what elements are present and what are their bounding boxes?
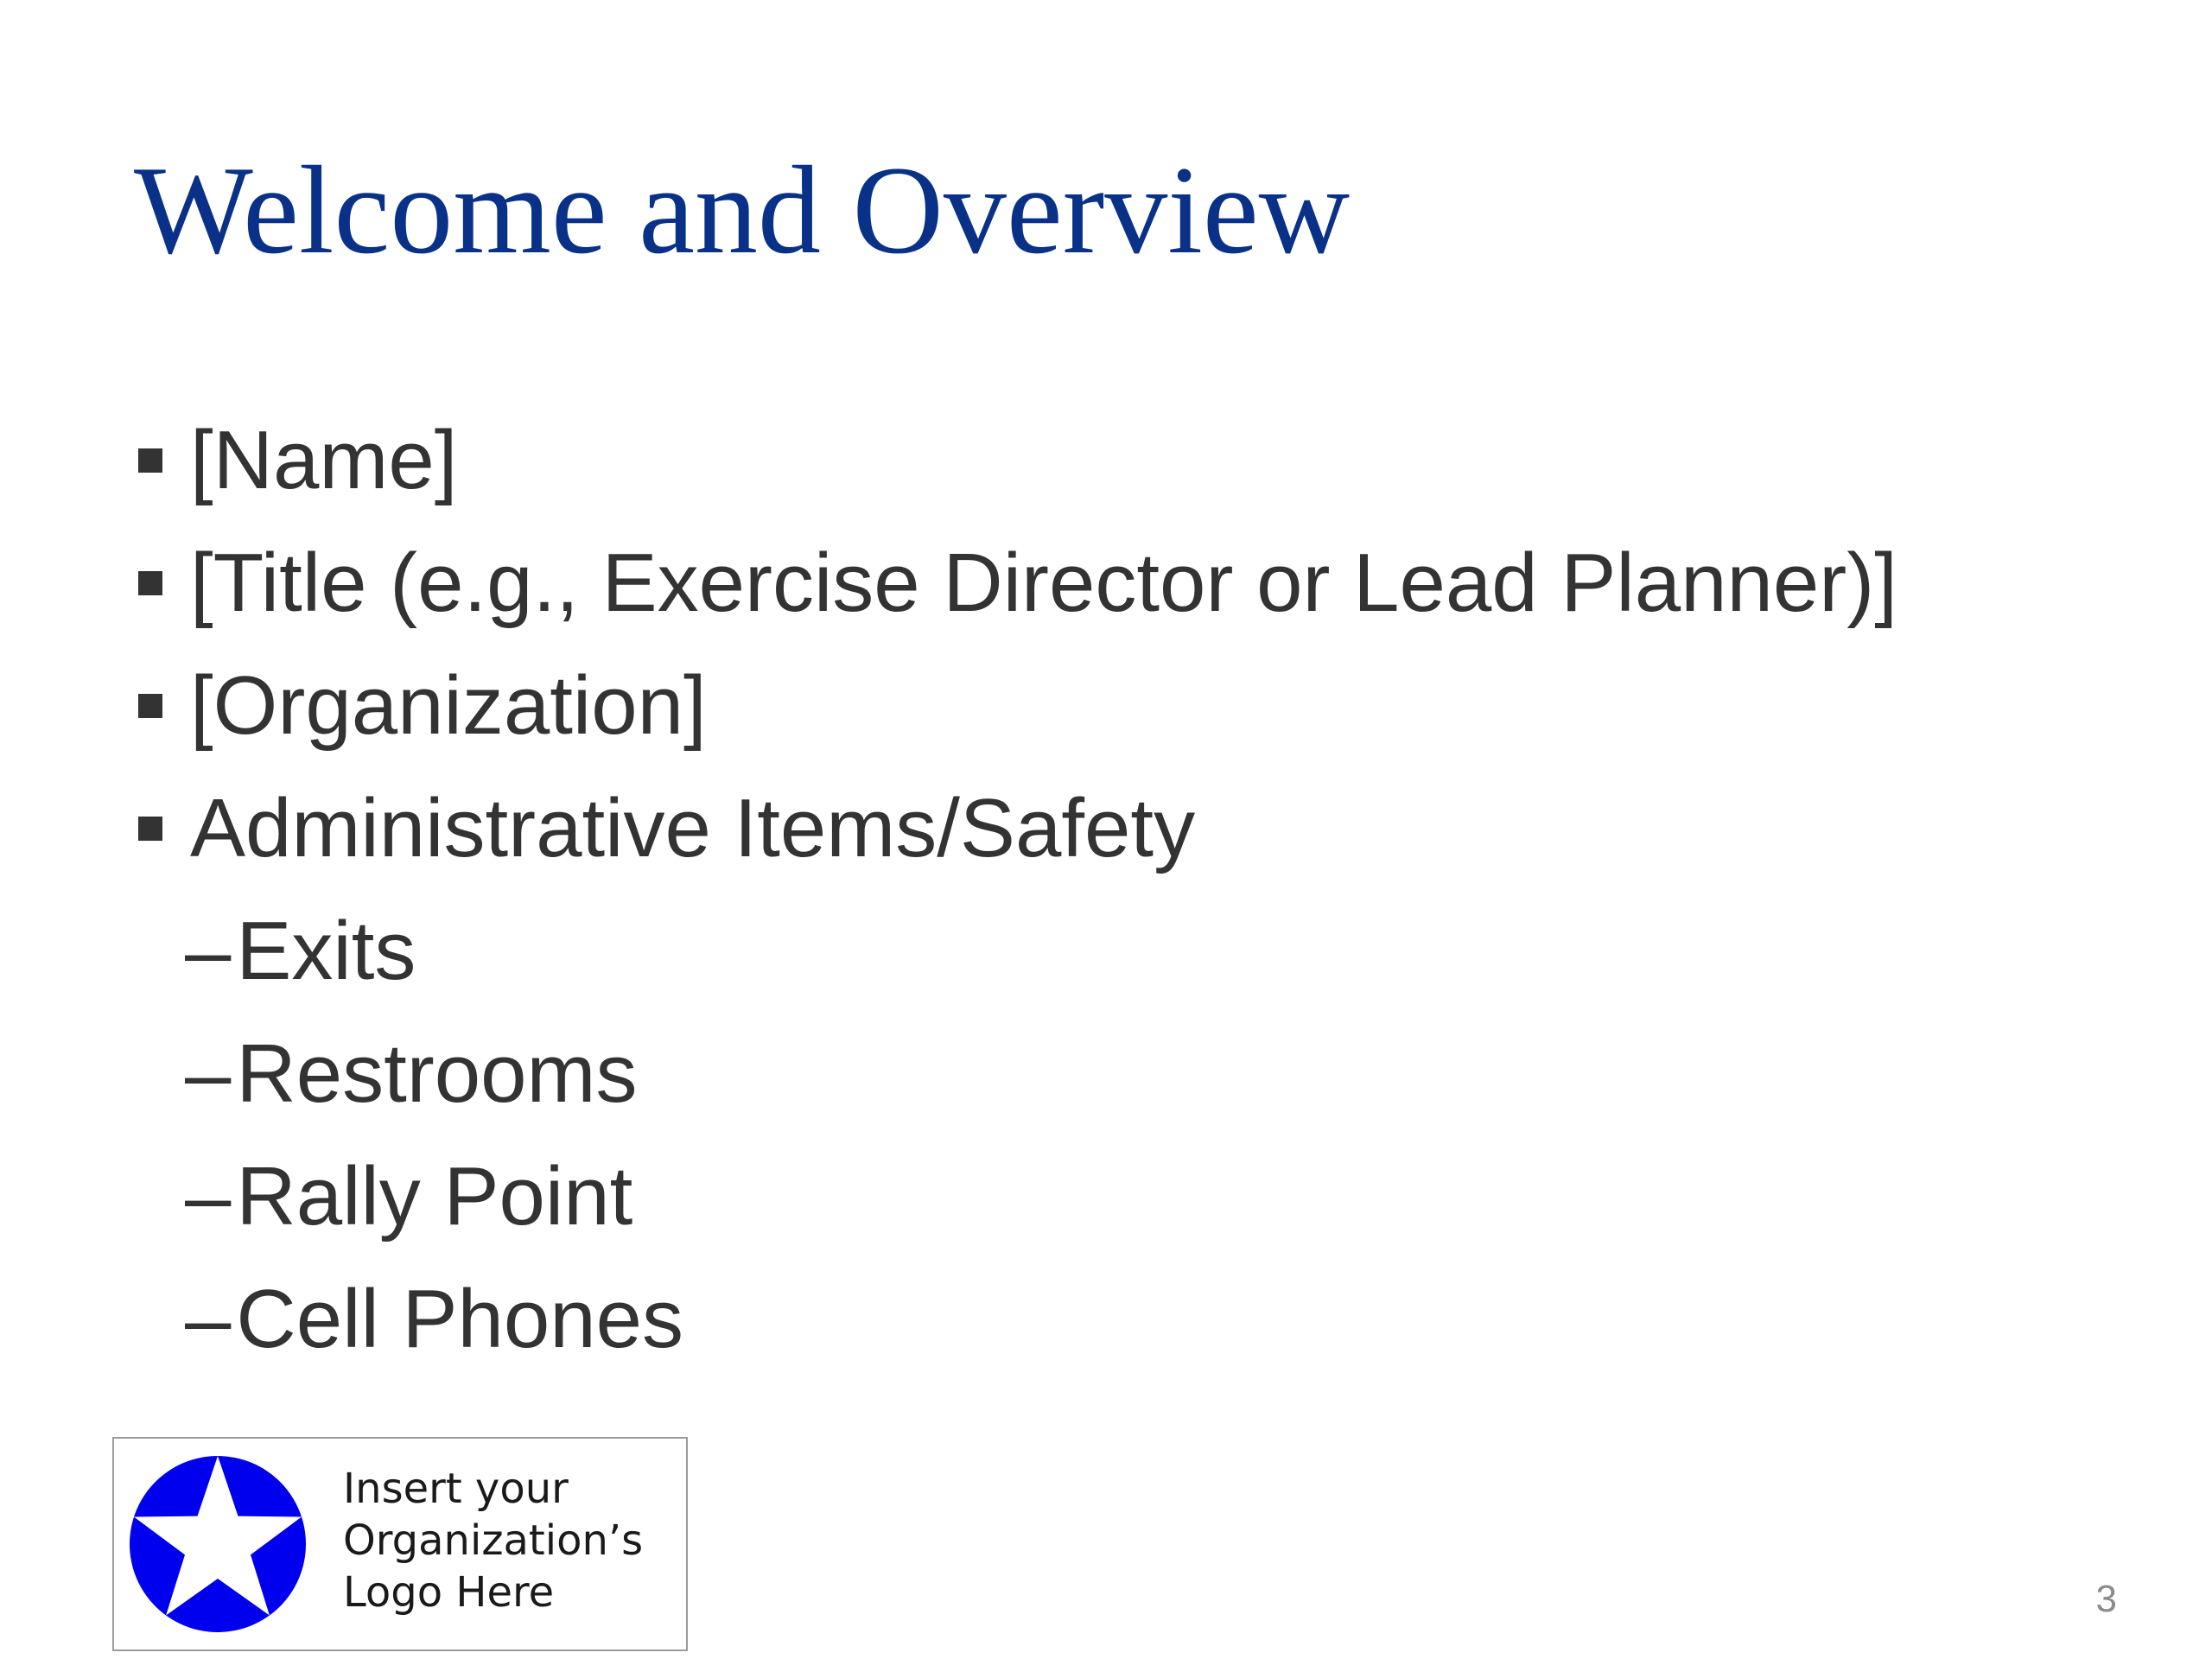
logo-text-line: Insert your [343, 1465, 569, 1513]
sub-bullet-item [138, 1135, 1897, 1258]
bullet-list [138, 399, 1897, 1381]
bullet-item [138, 645, 1897, 767]
bullet-text: [Title (e.g., Exercise Director or Lead Planner)] [190, 537, 1897, 629]
square-bullet-icon [138, 448, 162, 473]
square-bullet-icon [138, 817, 162, 841]
bullet-text: [Name] [190, 414, 458, 506]
sub-bullet-text: Restrooms [236, 1027, 638, 1120]
bullet-text: [Organization] [190, 659, 707, 752]
slide-title: Welcome and Overview [134, 140, 1351, 280]
logo-placeholder [112, 1437, 688, 1651]
sub-bullet-text: Cell Phones [236, 1273, 684, 1365]
logo-text-line: Organization’s [343, 1516, 644, 1565]
sub-bullet-text: Exits [236, 905, 416, 997]
dash-bullet-icon: – [185, 905, 232, 997]
logo-text-line: Logo Here [343, 1568, 555, 1617]
sub-bullet-item [138, 890, 1897, 1013]
sub-bullet-text: Rally Point [236, 1150, 633, 1243]
slide-number: 3 [2095, 1578, 2117, 1620]
sub-bullet-item [138, 1258, 1897, 1381]
bullet-item [138, 522, 1897, 645]
bullet-item [138, 767, 1897, 890]
bullet-item [138, 399, 1897, 522]
bullet-text: Administrative Items/Safety [190, 782, 1196, 874]
star-in-circle-icon [128, 1454, 308, 1634]
square-bullet-icon [138, 694, 162, 718]
dash-bullet-icon: – [185, 1027, 232, 1120]
logo-text [343, 1463, 643, 1618]
dash-bullet-icon: – [185, 1273, 232, 1365]
square-bullet-icon [138, 571, 162, 595]
dash-bullet-icon: – [185, 1150, 232, 1243]
sub-bullet-item [138, 1013, 1897, 1135]
